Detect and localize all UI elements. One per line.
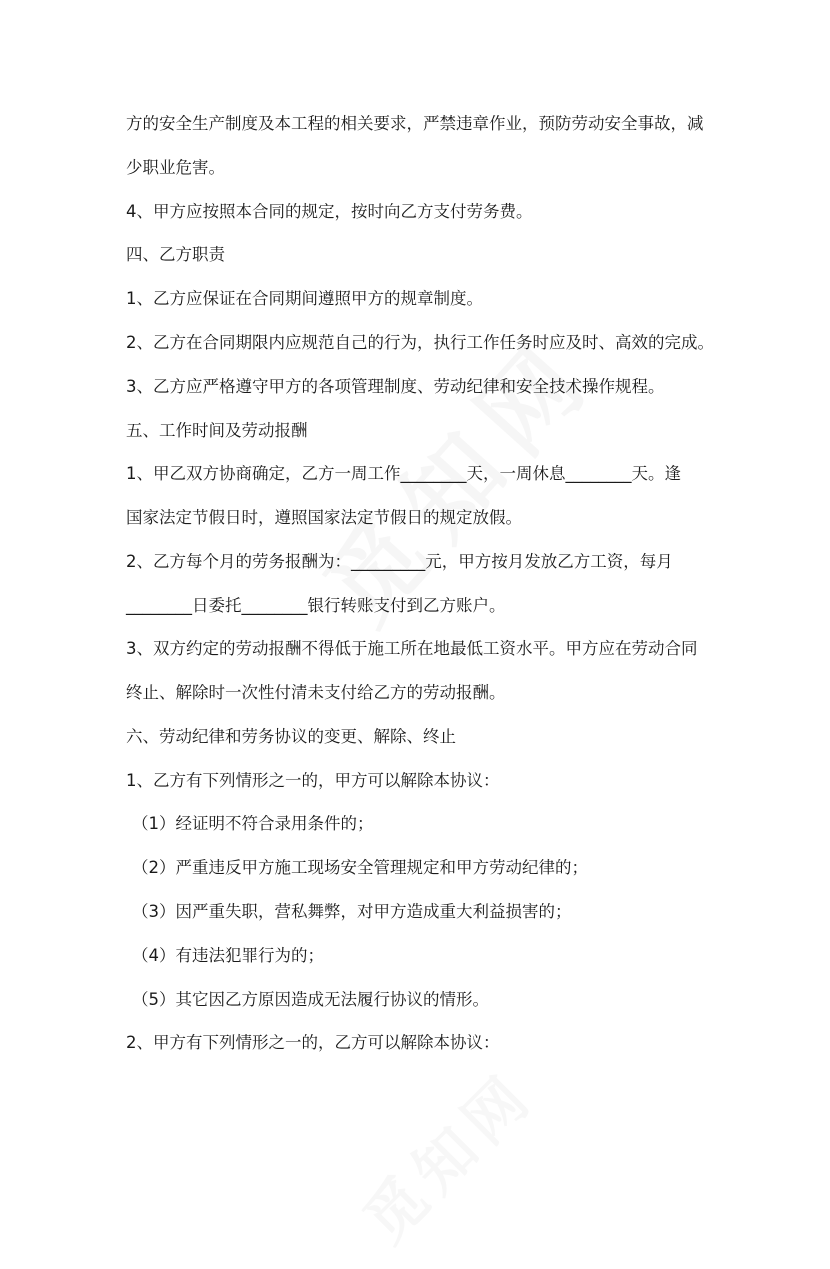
- list-item: （4）有违法犯罪行为的；: [132, 946, 324, 965]
- paragraph-line: 2、乙方每个月的劳务报酬为：_________元，甲方按月发放乙方工资，每月: [126, 552, 673, 571]
- paragraph-line: 方的安全生产制度及本工程的相关要求，严禁违章作业，预防劳动安全事故，减: [126, 114, 704, 133]
- watermark-text-secondary: [342, 972, 629, 1259]
- paragraph-line: 少职业危害。: [126, 158, 225, 177]
- watermark-secondary: [342, 972, 639, 1269]
- section-heading: 四、乙方职责: [126, 245, 225, 264]
- paragraph-line: 3、双方约定的劳动报酬不得低于施工所在地最低工资水平。甲方应在劳动合同: [126, 639, 698, 658]
- paragraph-line: 1、乙方应保证在合同期间遵照甲方的规章制度。: [126, 289, 483, 308]
- paragraph-line: ________日委托________银行转账支付到乙方账户。: [126, 596, 506, 615]
- paragraph-line: 终止、解除时一次性付清未支付给乙方的劳动报酬。: [126, 683, 506, 702]
- paragraph-line: 1、甲乙双方协商确定，乙方一周工作________天，一周休息________天。逢: [126, 464, 681, 483]
- paragraph-line: 1、乙方有下列情形之一的，甲方可以解除本协议：: [126, 771, 500, 790]
- section-heading: 五、工作时间及劳动报酬: [126, 421, 308, 440]
- list-item: （2）严重违反甲方施工现场安全管理规定和甲方劳动纪律的；: [132, 858, 588, 877]
- paragraph-line: 2、乙方在合同期限内应规范自己的行为，执行工作任务时应及时、高效的完成。: [126, 333, 714, 352]
- paragraph-line: 3、乙方应严格遵守甲方的各项管理制度、劳动纪律和安全技术操作规程。: [126, 377, 665, 396]
- paragraph-line: 4、甲方应按照本合同的规定，按时向乙方支付劳务费。: [126, 202, 533, 221]
- list-item: （1）经证明不符合录用条件的；: [132, 814, 374, 833]
- section-heading: 六、劳动纪律和劳务协议的变更、解除、终止: [126, 727, 456, 746]
- paragraph-line: 国家法定节假日时，遵照国家法定节假日的规定放假。: [126, 508, 522, 527]
- paragraph-line: 2、甲方有下列情形之一的，乙方可以解除本协议：: [126, 1033, 500, 1052]
- list-item: （5）其它因乙方原因造成无法履行协议的情形。: [132, 990, 489, 1009]
- list-item: （3）因严重失职，营私舞弊，对甲方造成重大利益损害的；: [132, 902, 572, 921]
